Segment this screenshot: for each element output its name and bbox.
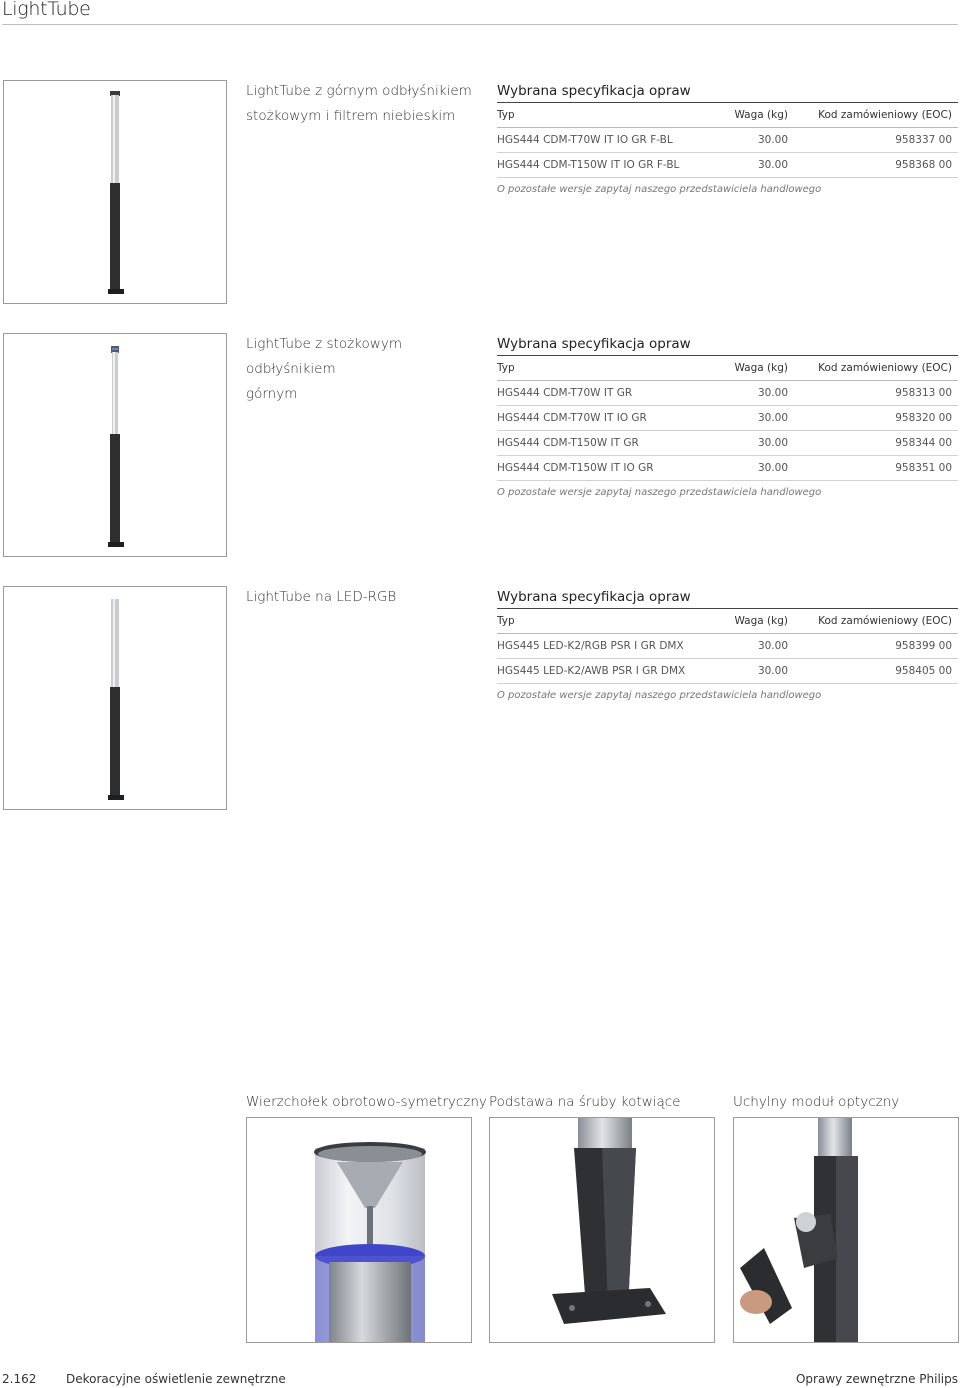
table-row: HGS444 CDM-T70W IT IO GR F-BL 30.00 958337 00 [497, 128, 958, 153]
page-title: LightTube [2, 0, 91, 20]
table-row: HGS445 LED-K2/AWB PSR I GR DMX 30.00 958405 00 [497, 659, 958, 684]
spec-note: O pozostałe wersje zapytaj naszego przedstawiciela handlowego [497, 487, 822, 498]
spec-note: O pozostałe wersje zapytaj naszego przedstawiciela handlowego [497, 690, 822, 701]
table-row: HGS444 CDM-T150W IT IO GR 30.00 958351 00 [497, 456, 958, 481]
product-name-2: LightTube z stożkowym odbłyśnikiem górnym [246, 336, 402, 402]
spec-table-2 [497, 333, 958, 505]
spec-note: O pozostałe wersje zapytaj naszego przedstawiciela handlowego [497, 184, 822, 195]
detail-label-top: Wierzchołek obrotowo-symetryczny [246, 1094, 487, 1110]
title-divider [2, 24, 958, 25]
table-row: HGS444 CDM-T70W IT IO GR 30.00 958320 00 [497, 406, 958, 431]
product-image-2 [3, 333, 227, 557]
footer-page-number: 2.162 [2, 1372, 37, 1386]
detail-image-top [246, 1117, 472, 1343]
table-header-row: Typ Waga (kg) Kod zamówieniowy (EOC) [497, 609, 958, 634]
table-header-row: Typ Waga (kg) Kod zamówieniowy (EOC) [497, 356, 958, 381]
spec-table-1 [497, 80, 958, 202]
detail-image-base [489, 1117, 715, 1343]
table-row: HGS444 CDM-T150W IT IO GR F-BL 30.00 958368 00 [497, 153, 958, 178]
product-name-3: LightTube na LED-RGB [246, 589, 397, 605]
table-row: HGS445 LED-K2/RGB PSR I GR DMX 30.00 958399 00 [497, 634, 958, 659]
table-row: HGS444 CDM-T70W IT GR 30.00 958313 00 [497, 381, 958, 406]
table-row: HGS444 CDM-T150W IT GR 30.00 958344 00 [497, 431, 958, 456]
detail-label-base: Podstawa na śruby kotwiące [489, 1094, 681, 1110]
product-name-1: LightTube z górnym odbłyśnikiem stożkowym i filtrem niebieskim [246, 83, 472, 124]
table-header-row: Typ Waga (kg) Kod zamówieniowy (EOC) [497, 103, 958, 128]
spec-heading: Wybrana specyfikacja opraw [497, 586, 958, 609]
spec-heading: Wybrana specyfikacja opraw [497, 333, 958, 356]
spec-heading: Wybrana specyfikacja opraw [497, 80, 958, 103]
detail-image-module [733, 1117, 959, 1343]
product-image-1 [3, 80, 227, 304]
footer-brand: Oprawy zewnętrzne Philips [795, 1372, 958, 1386]
footer-section: Dekoracyjne oświetlenie zewnętrzne [66, 1372, 286, 1386]
product-image-3 [3, 586, 227, 810]
spec-table-3 [497, 586, 958, 708]
detail-label-module: Uchylny moduł optyczny [733, 1094, 900, 1110]
